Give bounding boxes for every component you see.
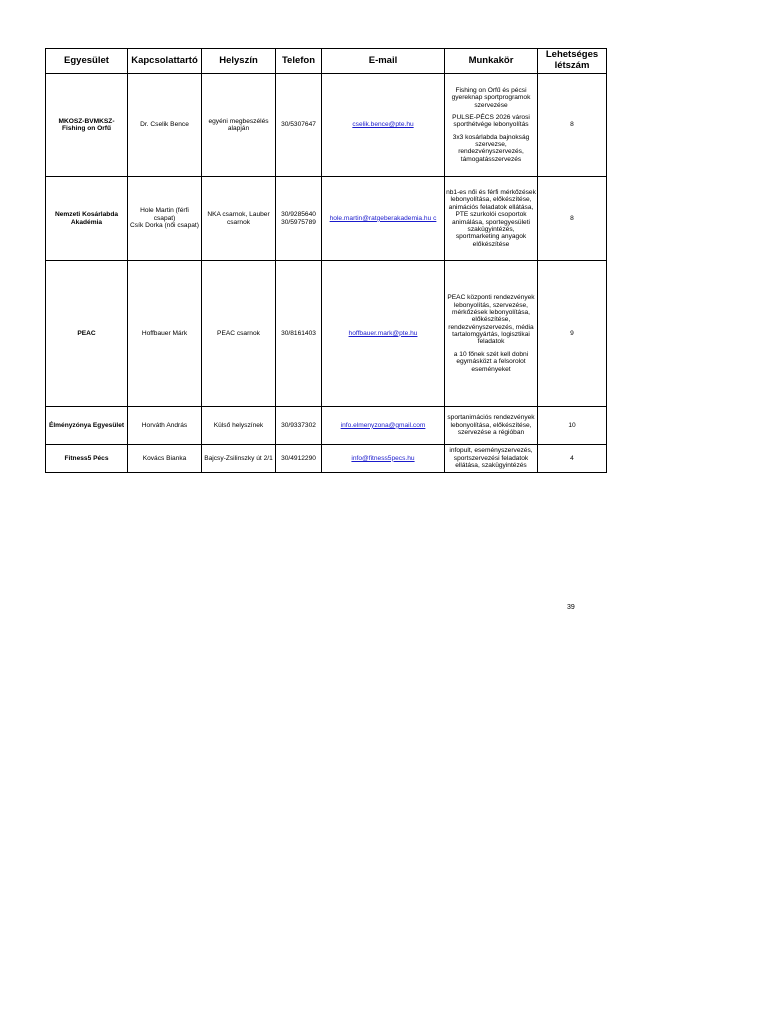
role-cell bbox=[445, 407, 538, 445]
phone-cell: 30/9337302 bbox=[276, 407, 322, 445]
role-cell bbox=[445, 74, 538, 177]
role-text: 3x3 kosárlabda bajnokság szervezse, rendezvényszervezés, támogatásszervezés bbox=[452, 133, 530, 163]
role-cell bbox=[445, 445, 538, 473]
email-cell bbox=[322, 74, 445, 177]
table-row bbox=[46, 445, 607, 473]
location-cell: NKA csarnok, Lauber csarnok bbox=[202, 177, 276, 261]
email-cell bbox=[322, 177, 445, 261]
contacts-table bbox=[45, 48, 607, 473]
email-link[interactable]: hoffbauer.mark@pte.hu bbox=[348, 329, 418, 337]
role-text: sportanimációs rendezvények lebonyolítása, előkészítése, szervezése a régióban bbox=[447, 414, 535, 437]
org-cell: Fitness5 Pécs bbox=[46, 445, 128, 473]
email-link[interactable]: info.elmenyzona@gmail.com bbox=[340, 421, 426, 429]
role-text: PEAC központi rendezvények lebonyolítás, szervezése, mérkőzések lebonyolítása, előkészítése, rendezvényszervezés, média tartalomgyártás, logisztikai feladatok bbox=[447, 294, 535, 346]
role-text: Fishing on Orfű és pécsi gyereknap sportprogramok szervezése bbox=[451, 86, 531, 109]
header-email: E-mail bbox=[322, 49, 445, 74]
header-munkakor: Munkakör bbox=[445, 49, 538, 74]
count-cell: 8 bbox=[538, 177, 607, 261]
header-letszam: Lehetséges létszám bbox=[538, 49, 607, 74]
phone-cell: 30/8161403 bbox=[276, 261, 322, 407]
role-text: nb1-es női és férfi mérkőzések lebonyolítása, előkészítése, animációs feladatok ellátása, PTE szurkolói csoportok animálása, sportegyesületi szakügyintézés, sportmarketing anyagok előkészítése bbox=[446, 189, 536, 248]
location-cell: Bajcsy-Zsilinszky út 2/1 bbox=[202, 445, 276, 473]
email-link[interactable]: info@fitness5pecs.hu bbox=[351, 454, 415, 462]
table-row bbox=[46, 261, 607, 407]
email-cell bbox=[322, 445, 445, 473]
phone-cell: 30/4912290 bbox=[276, 445, 322, 473]
role-cell bbox=[445, 261, 538, 407]
email-cell bbox=[322, 407, 445, 445]
count-cell: 8 bbox=[538, 74, 607, 177]
phone-cell: 30/5307647 bbox=[276, 74, 322, 177]
contact-cell: Hole Martin (férfi csapat) Csík Dorka (női csapat) bbox=[128, 177, 202, 261]
header-telefon: Telefon bbox=[276, 49, 322, 74]
role-text: a 10 főnek szét kell dobni egymásközt a felsorolot eseményeket bbox=[453, 350, 529, 373]
location-cell: egyéni megbeszélés alapján bbox=[202, 74, 276, 177]
email-link[interactable]: hole.martin@ratgeberakademia.hu c bbox=[329, 214, 437, 222]
count-cell: 10 bbox=[538, 407, 607, 445]
header-row bbox=[46, 49, 607, 74]
org-cell: MKOSZ-BVMKSZ-Fishing on Orfű bbox=[46, 74, 128, 177]
location-cell: PEAC csarnok bbox=[202, 261, 276, 407]
email-link[interactable]: cselik.bence@pte.hu bbox=[352, 121, 414, 129]
org-cell: PEAC bbox=[46, 261, 128, 407]
org-cell: Élményzónya Egyesület bbox=[46, 407, 128, 445]
contact-cell: Horváth András bbox=[128, 407, 202, 445]
count-cell: 9 bbox=[538, 261, 607, 407]
count-cell: 4 bbox=[538, 445, 607, 473]
table-row bbox=[46, 74, 607, 177]
role-text: infopult, eseményszervezés, sportszervezési feladatok ellátása, szakügyintézés bbox=[449, 447, 533, 470]
contact-cell: Hoffbauer Márk bbox=[128, 261, 202, 407]
header-helyszin: Helyszín bbox=[202, 49, 276, 74]
phone-cell: 30/9285640 30/5975789 bbox=[276, 177, 322, 261]
org-cell: Nemzeti Kosárlabda Akadémia bbox=[46, 177, 128, 261]
table-row bbox=[46, 177, 607, 261]
role-text: PULSE-PÉCS 2026 városi sporthétvége lebonyolítás bbox=[452, 113, 530, 129]
header-egyesulet: Egyesület bbox=[46, 49, 128, 74]
header-kapcsolattarto: Kapcsolattartó bbox=[128, 49, 202, 74]
contact-cell: Kovács Bianka bbox=[128, 445, 202, 473]
location-cell: Külső helyszínek bbox=[202, 407, 276, 445]
email-cell bbox=[322, 261, 445, 407]
table-row bbox=[46, 407, 607, 445]
page-number: 39 bbox=[567, 604, 575, 611]
contact-cell: Dr. Cselik Bence bbox=[128, 74, 202, 177]
role-cell bbox=[445, 177, 538, 261]
